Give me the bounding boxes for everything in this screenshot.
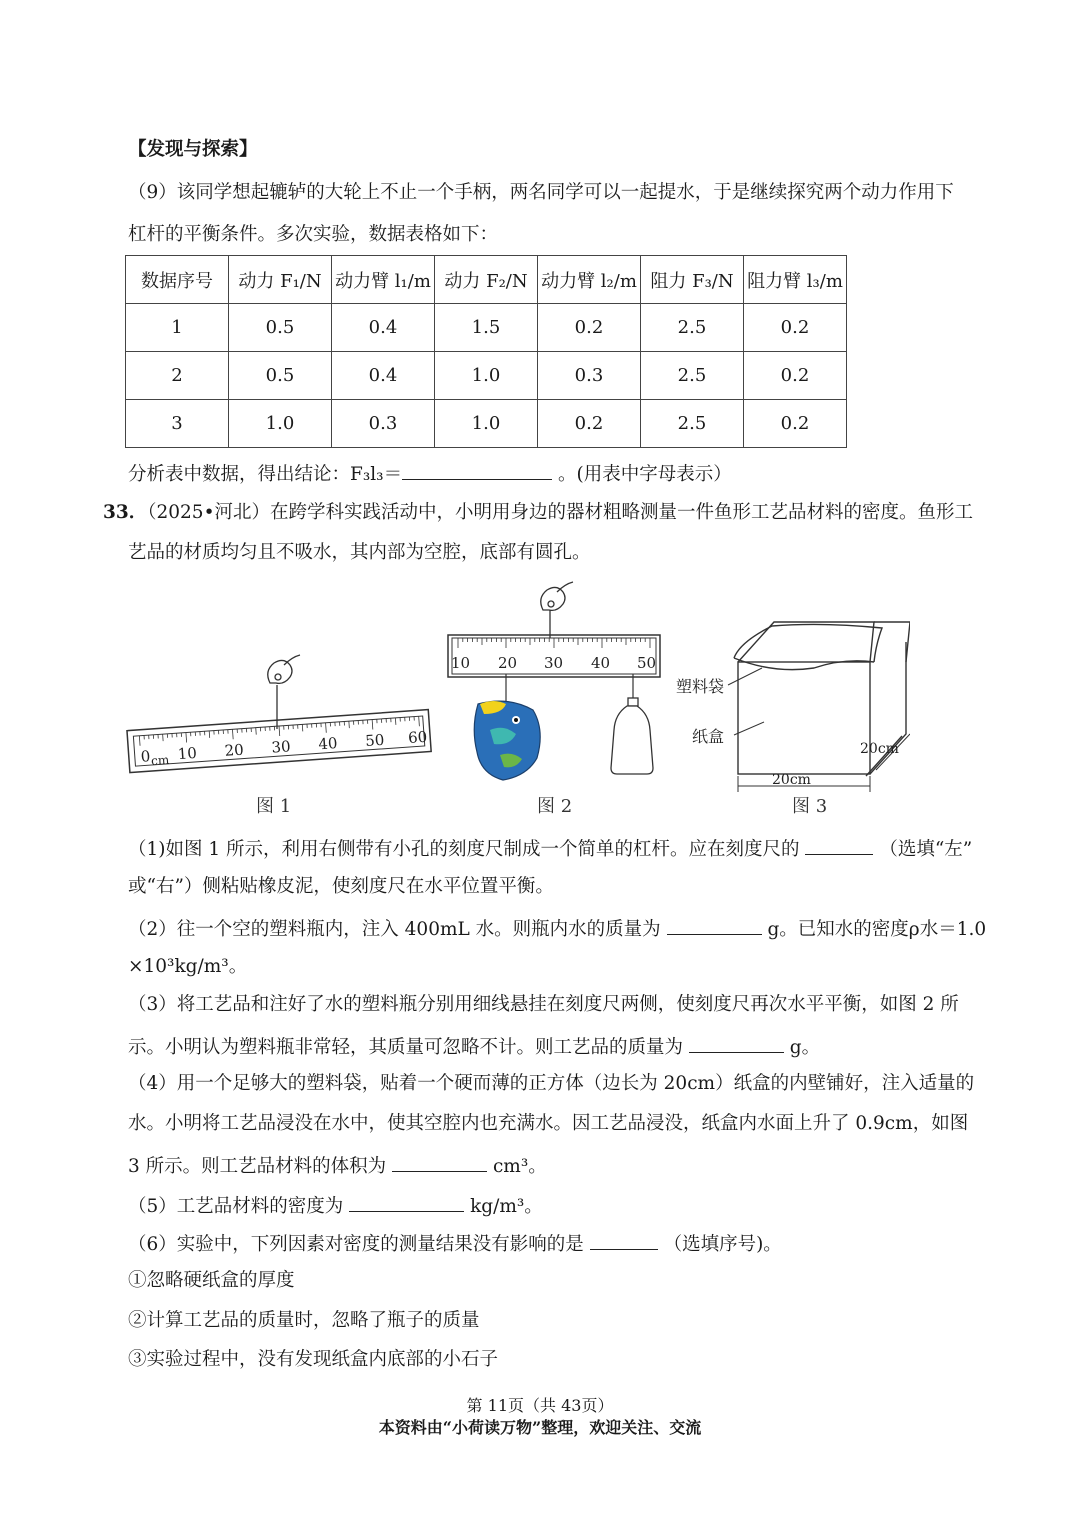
subq-4-line1: （4）用一个足够大的塑料袋，贴着一个硬而薄的正方体（边长为 20cm）纸盒的内壁铺好，注入适量的 [128, 1073, 975, 1094]
answer-blank[interactable] [590, 1229, 658, 1250]
ruler-tick-label: 60 [407, 727, 428, 748]
subq-1-line2: 或“右”）侧粘贴橡皮泥，使刻度尺在水平位置平衡。 [128, 876, 554, 897]
q33-text: （2025•河北）在跨学科实践活动中，小明用身边的器材粗略测量一件鱼形工艺品材料的密度。鱼形工 [147, 502, 973, 523]
ruler-unit: cm [150, 752, 170, 769]
subq-6-text: （6）实验中，下列因素对密度的测量结果没有影响的是 [128, 1234, 584, 1255]
subq-2-text-2: g。已知水的密度ρ水＝1.0 [767, 919, 987, 940]
box-depth-label: 20cm [860, 741, 899, 757]
section-heading: 【发现与探索】 [128, 139, 258, 160]
table-cell: 1.0 [435, 352, 538, 400]
subq-4-line2: 水。小明将工艺品浸没在水中，使其空腔内也充满水。因工艺品浸没，纸盒内水面上升了 0.9cm，如图 [128, 1113, 969, 1134]
table-cell: 3 [126, 400, 229, 448]
hand-icon [541, 582, 573, 610]
ruler-tick-label: 20 [498, 654, 518, 672]
answer-blank[interactable] [667, 914, 762, 935]
table-cell: 0.3 [332, 400, 435, 448]
table-cell: 0.2 [744, 400, 847, 448]
ruler [127, 710, 431, 773]
subq-1-text: （1)如图 1 所示，利用右侧带有小孔的刻度尺制成一个简单的杠杆。应在刻度尺的 [128, 839, 800, 860]
ruler-tick-label: 50 [637, 654, 657, 672]
option-1: ①忽略硬纸盒的厚度 [128, 1270, 295, 1291]
table-header-cell: 动力 F₁/N [229, 256, 332, 304]
subq-4-unit: cm³。 [492, 1156, 547, 1177]
table-cell: 1 [126, 304, 229, 352]
q9-line1: （9）该同学想起辘轳的大轮上不止一个手柄，两名同学可以一起提水，于是继续探究两个动力作用下 [128, 182, 954, 203]
option-3: ③实验过程中，没有发现纸盒内底部的小石子 [128, 1349, 499, 1370]
option-2: ②计算工艺品的质量时，忽略了瓶子的质量 [128, 1310, 480, 1331]
box-width-label: 20cm [772, 772, 811, 788]
table-row [126, 400, 847, 448]
table-cell: 2 [126, 352, 229, 400]
q9-line2: 杠杆的平衡条件。多次实验，数据表格如下： [128, 224, 499, 245]
ruler-tick-label: 10 [177, 743, 198, 764]
subq-3-text: 示。小明认为塑料瓶非常轻，其质量可忽略不计。则工艺品的质量为 [128, 1037, 684, 1058]
hand-icon [268, 655, 300, 683]
subq-3-unit: g。 [789, 1037, 821, 1058]
subq-2-text: （2）往一个空的塑料瓶内，注入 400mL 水。则瓶内水的质量为 [128, 919, 661, 940]
table-header-cell: 动力臂 l₁/m [332, 256, 435, 304]
table-header-row [126, 256, 847, 304]
table-cell: 0.5 [229, 352, 332, 400]
table-cell: 1.0 [435, 400, 538, 448]
subq-3-line1: （3）将工艺品和注好了水的塑料瓶分别用细线悬挂在刻度尺两侧，使刻度尺再次水平平衡，如图 2 所 [128, 994, 959, 1015]
table-header-cell: 数据序号 [126, 256, 229, 304]
plastic-bag-label: 塑料袋 [676, 677, 725, 696]
fish-craft-icon [474, 701, 540, 780]
table-row [126, 352, 847, 400]
data-table [125, 255, 847, 448]
table-cell: 0.4 [332, 304, 435, 352]
subq-5-text: （5）工艺品材料的密度为 [128, 1196, 344, 1217]
figure-3-box [670, 610, 910, 795]
table-header-cell: 阻力臂 l₃/m [744, 256, 847, 304]
subq-4-text: 3 所示。则工艺品材料的体积为 [128, 1156, 387, 1177]
page-number: 第 11页（共 43页） [466, 1396, 614, 1415]
table-header-cell: 动力 F₂/N [435, 256, 538, 304]
ruler-tick-label: 10 [451, 654, 471, 672]
table-cell: 0.2 [744, 304, 847, 352]
conclusion-prefix: 分析表中数据，得出结论：F₃l₃＝ [128, 464, 403, 485]
conclusion-line [128, 459, 732, 488]
table-cell: 0.2 [538, 400, 641, 448]
figure-2-caption: 图 2 [537, 796, 573, 817]
answer-blank[interactable] [392, 1151, 487, 1172]
paper-box-label: 纸盒 [692, 727, 725, 746]
table-cell: 1.0 [229, 400, 332, 448]
figure-1-caption: 图 1 [256, 796, 292, 817]
q33-line1 [103, 500, 973, 526]
figure-2-balance [440, 580, 670, 790]
answer-blank[interactable] [402, 459, 552, 480]
ruler-tick-label: 50 [364, 730, 385, 751]
table-cell: 2.5 [641, 400, 744, 448]
table-cell: 2.5 [641, 304, 744, 352]
subq-5-line [128, 1191, 543, 1220]
table-header-cell: 阻力 F₃/N [641, 256, 744, 304]
ruler-tick-label: 30 [544, 654, 564, 672]
water-bottle-icon [611, 698, 653, 774]
subq-4-line3 [128, 1151, 547, 1180]
subq-1-line1 [128, 834, 972, 863]
table-cell: 0.4 [332, 352, 435, 400]
answer-blank[interactable] [689, 1032, 784, 1053]
table-header-cell: 动力臂 l₂/m [538, 256, 641, 304]
ruler-tick-label: 0 [140, 747, 151, 766]
table-cell: 0.3 [538, 352, 641, 400]
question-number: 33． [103, 502, 148, 523]
table-row [126, 304, 847, 352]
subq-5-unit: kg/m³。 [470, 1196, 543, 1217]
ruler-tick-label: 40 [317, 734, 339, 754]
subq-1-hint: （选填“左” [879, 839, 973, 860]
conclusion-suffix: 。(用表中字母表示） [557, 464, 732, 485]
figure-3-caption: 图 3 [792, 796, 828, 817]
table-cell: 0.2 [538, 304, 641, 352]
subq-6-hint: （选填序号)。 [663, 1234, 782, 1255]
table-cell: 0.2 [744, 352, 847, 400]
answer-blank[interactable] [805, 834, 873, 855]
footer-note: 本资料由“小荷读万物”整理，欢迎关注、交流 [378, 1418, 702, 1437]
subq-2-line1 [128, 914, 986, 943]
figure-1-ruler-lever [120, 625, 440, 785]
subq-3-line2 [128, 1032, 820, 1061]
subq-6-line [128, 1229, 782, 1258]
ruler-tick-label: 30 [270, 737, 292, 757]
table-cell: 2.5 [641, 352, 744, 400]
table-cell: 0.5 [229, 304, 332, 352]
answer-blank[interactable] [349, 1191, 464, 1212]
q33-line2: 艺品的材质均匀且不吸水，其内部为空腔，底部有圆孔。 [128, 542, 591, 563]
subq-2-line2: ×10³kg/m³。 [128, 956, 248, 977]
ruler-tick-label: 40 [591, 654, 611, 672]
table-cell: 1.5 [435, 304, 538, 352]
ruler-tick-label: 20 [223, 740, 245, 760]
